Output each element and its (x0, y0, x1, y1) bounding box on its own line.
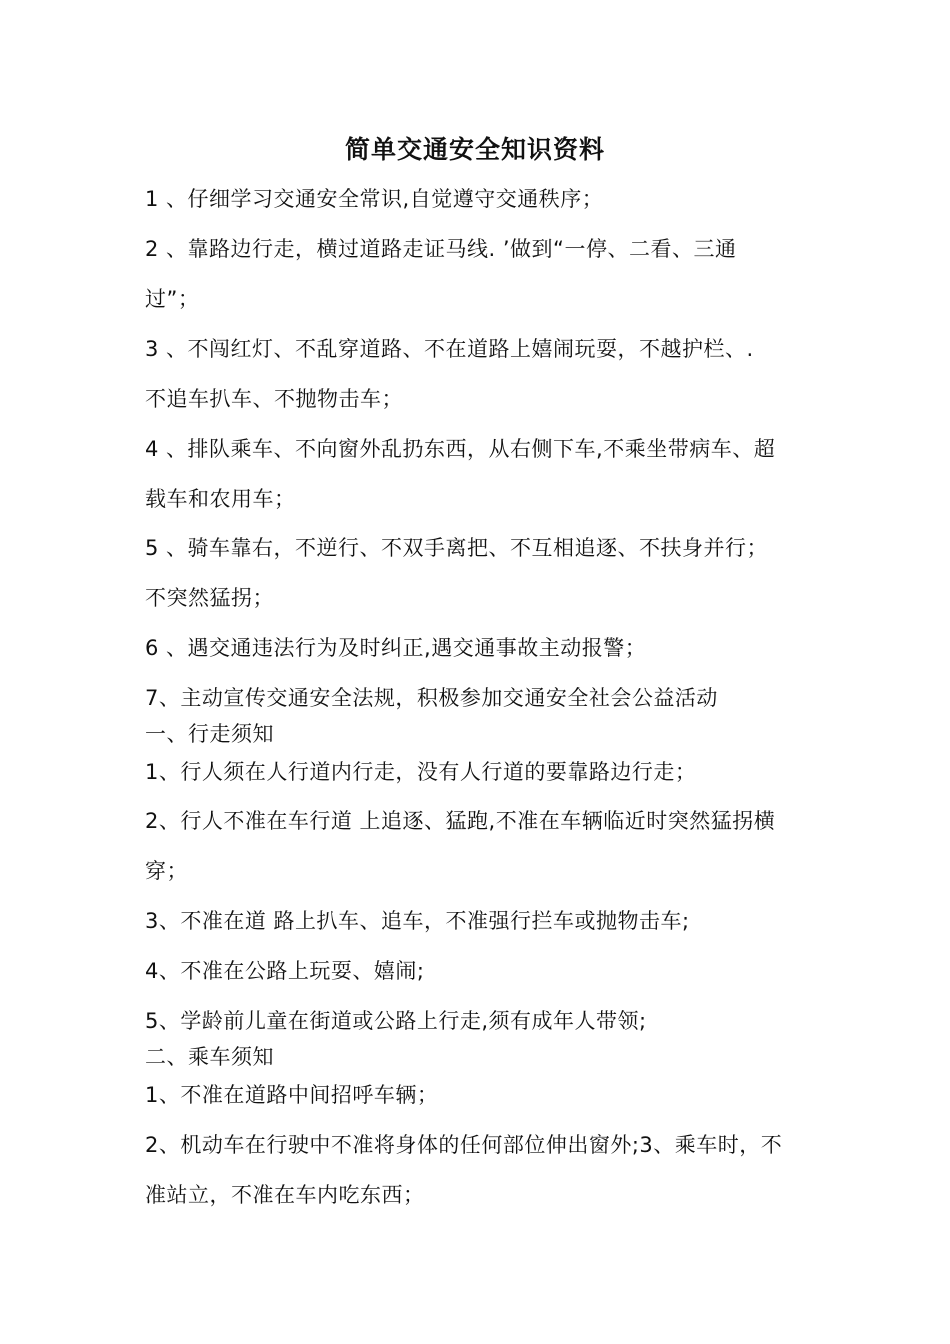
text-line: 不突然猛拐； (145, 586, 274, 610)
text-line: 2、机动车在行驶中不准将身体的任何部位伸出窗外;3、乘车时，不 (145, 1133, 783, 1157)
text-line: 1、不准在道路中间招呼车辆； (145, 1083, 439, 1107)
text-line: 准站立，不准在车内吃东西； (145, 1183, 425, 1207)
text-line: 1 、仔细学习交通安全常识,自觉遵守交通秩序； (145, 187, 604, 211)
text-line: 4、不准在公路上玩耍、嬉闹; (145, 959, 425, 983)
text-line: 6 、遇交通违法行为及时纠正,遇交通事故主动报警； (145, 636, 647, 660)
section-heading: 二、乘车须知 (145, 1045, 274, 1069)
text-line: 1、行人须在人行道内行走，没有人行道的要靠路边行走； (145, 760, 697, 784)
text-line: 过”； (145, 287, 200, 311)
text-line: 不追车扒车、不抛物击车； (145, 387, 403, 411)
text-line: 2 、靠路边行走，横过道路走证马线. ’做到“一停、二看、三通 (145, 237, 737, 261)
text-line: 3、不准在道 路上扒车、追车，不准强行拦车或抛物击车; (145, 909, 690, 933)
text-line: 7、主动宣传交通安全法规，积极参加交通安全社会公益活动 (145, 686, 718, 710)
document-title: 简单交通安全知识资料 (344, 135, 605, 164)
text-line: 5、学龄前儿童在街道或公路上行走,须有成年人带领; (145, 1009, 647, 1033)
text-line: 5 、骑车靠右，不逆行、不双手离把、不互相追逐、不扶身并行； (145, 536, 769, 560)
text-line: 载车和农用车； (145, 487, 296, 511)
text-line: 3 、不闯红灯、不乱穿道路、不在道路上嬉闹玩耍，不越护栏、. (145, 337, 754, 361)
section-heading: 一、行走须知 (145, 722, 274, 746)
text-line: 4 、排队乘车、不向窗外乱扔东西，从右侧下车,不乘坐带病车、超 (145, 437, 776, 461)
text-line: 2、行人不准在车行道 上追逐、猛跑,不准在车辆临近时突然猛拐横 (145, 809, 776, 833)
text-line: 穿； (145, 859, 188, 883)
